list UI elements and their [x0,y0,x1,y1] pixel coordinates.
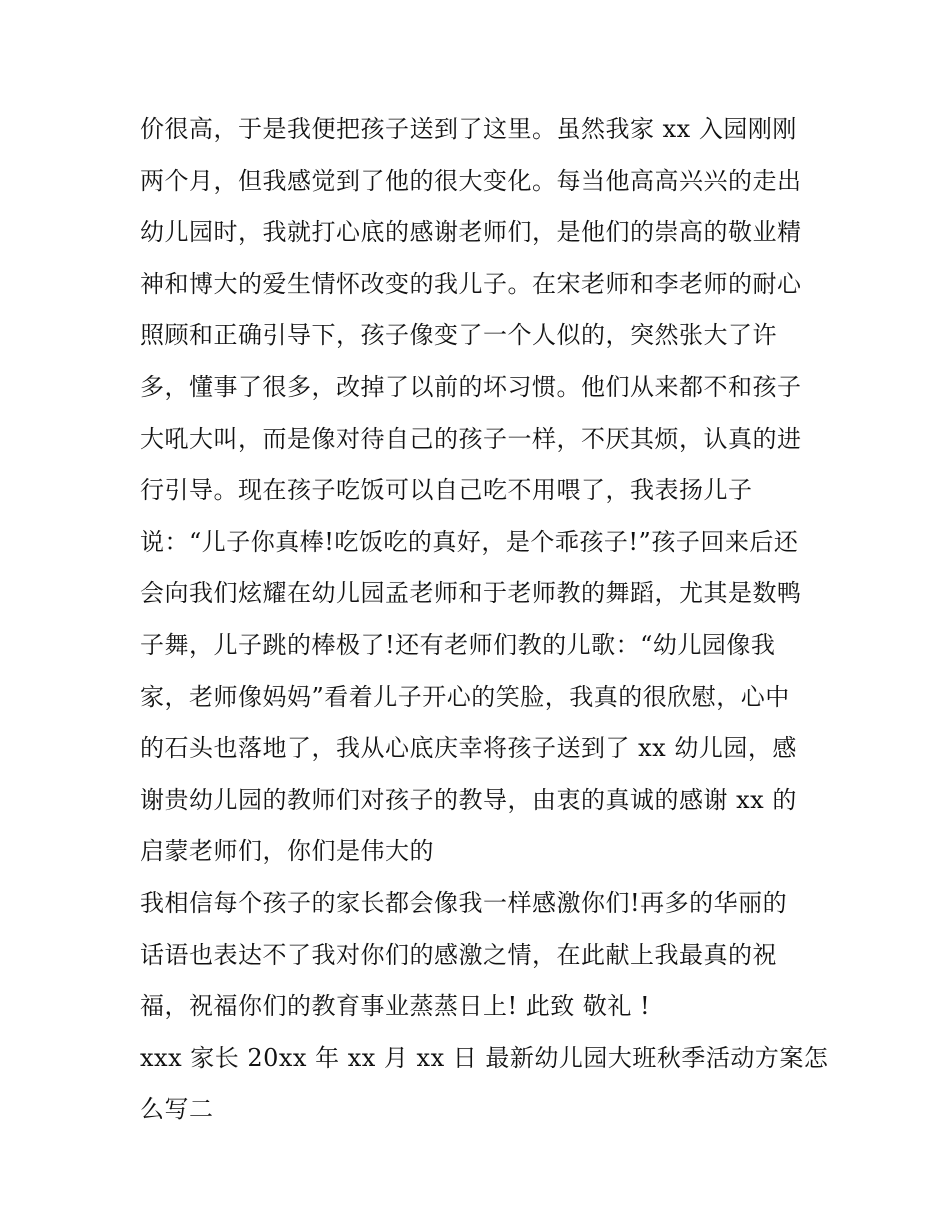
text-line: 价很高，于是我便把孩子送到了这里。虽然我家 xx 入园刚刚 [140,115,797,143]
text-line: 多，懂事了很多，改掉了以前的坏习惯。他们从来都不和孩子 [140,372,802,401]
text-line: 么写二 [140,1095,214,1124]
text-line: 大吼大叫，而是像对待自己的孩子一样，不厌其烦，认真的进 [140,424,802,453]
text-line: 子舞，儿子跳的棒极了!还有老师们教的儿歌：“幼儿园像我 [140,630,776,659]
text-line: 照顾和正确引导下，孩子像变了一个人似的，突然张大了许 [140,321,777,350]
document-body [140,104,829,1136]
text-line: 两个月，但我感觉到了他的很大变化。每当他高高兴兴的走出 [140,166,802,195]
text-line: xxx 家长 20xx 年 xx 月 xx 日 最新幼儿园大班秋季活动方案怎 [140,1043,829,1072]
text-line: 神和博大的爱生情怀改变的我儿子。在宋老师和李老师的耐心 [140,269,802,298]
text-line: 话语也表达不了我对你们的感激之情，在此献上我最真的祝 [140,940,777,969]
text-line: 说：“儿子你真棒!吃饭吃的真好，是个乖孩子!”孩子回来后还 [140,527,799,556]
text-line: 家，老师像妈妈”看着儿子开心的笑脸，我真的很欣慰，心中 [140,682,790,711]
text-line: 我相信每个孩子的家长都会像我一样感激你们!再多的华丽的 [140,888,788,917]
text-line: 的石头也落地了，我从心底庆幸将孩子送到了 xx 幼儿园，感 [140,734,797,763]
text-line: 福，祝福你们的教育事业蒸蒸日上! 此致 敬礼 ! [140,992,651,1021]
text-line: 幼儿园时，我就打心底的感谢老师们，是他们的崇高的敬业精 [140,218,802,247]
text-line: 启蒙老师们，你们是伟大的 [140,837,434,866]
text-line: 谢贵幼儿园的教师们对孩子的教导，由衷的真诚的感谢 xx 的 [140,785,797,814]
text-line: 行引导。现在孩子吃饭可以自己吃不用喂了，我表扬儿子 [140,476,753,505]
text-line: 会向我们炫耀在幼儿园孟老师和于老师教的舞蹈，尤其是数鸭 [140,579,802,608]
